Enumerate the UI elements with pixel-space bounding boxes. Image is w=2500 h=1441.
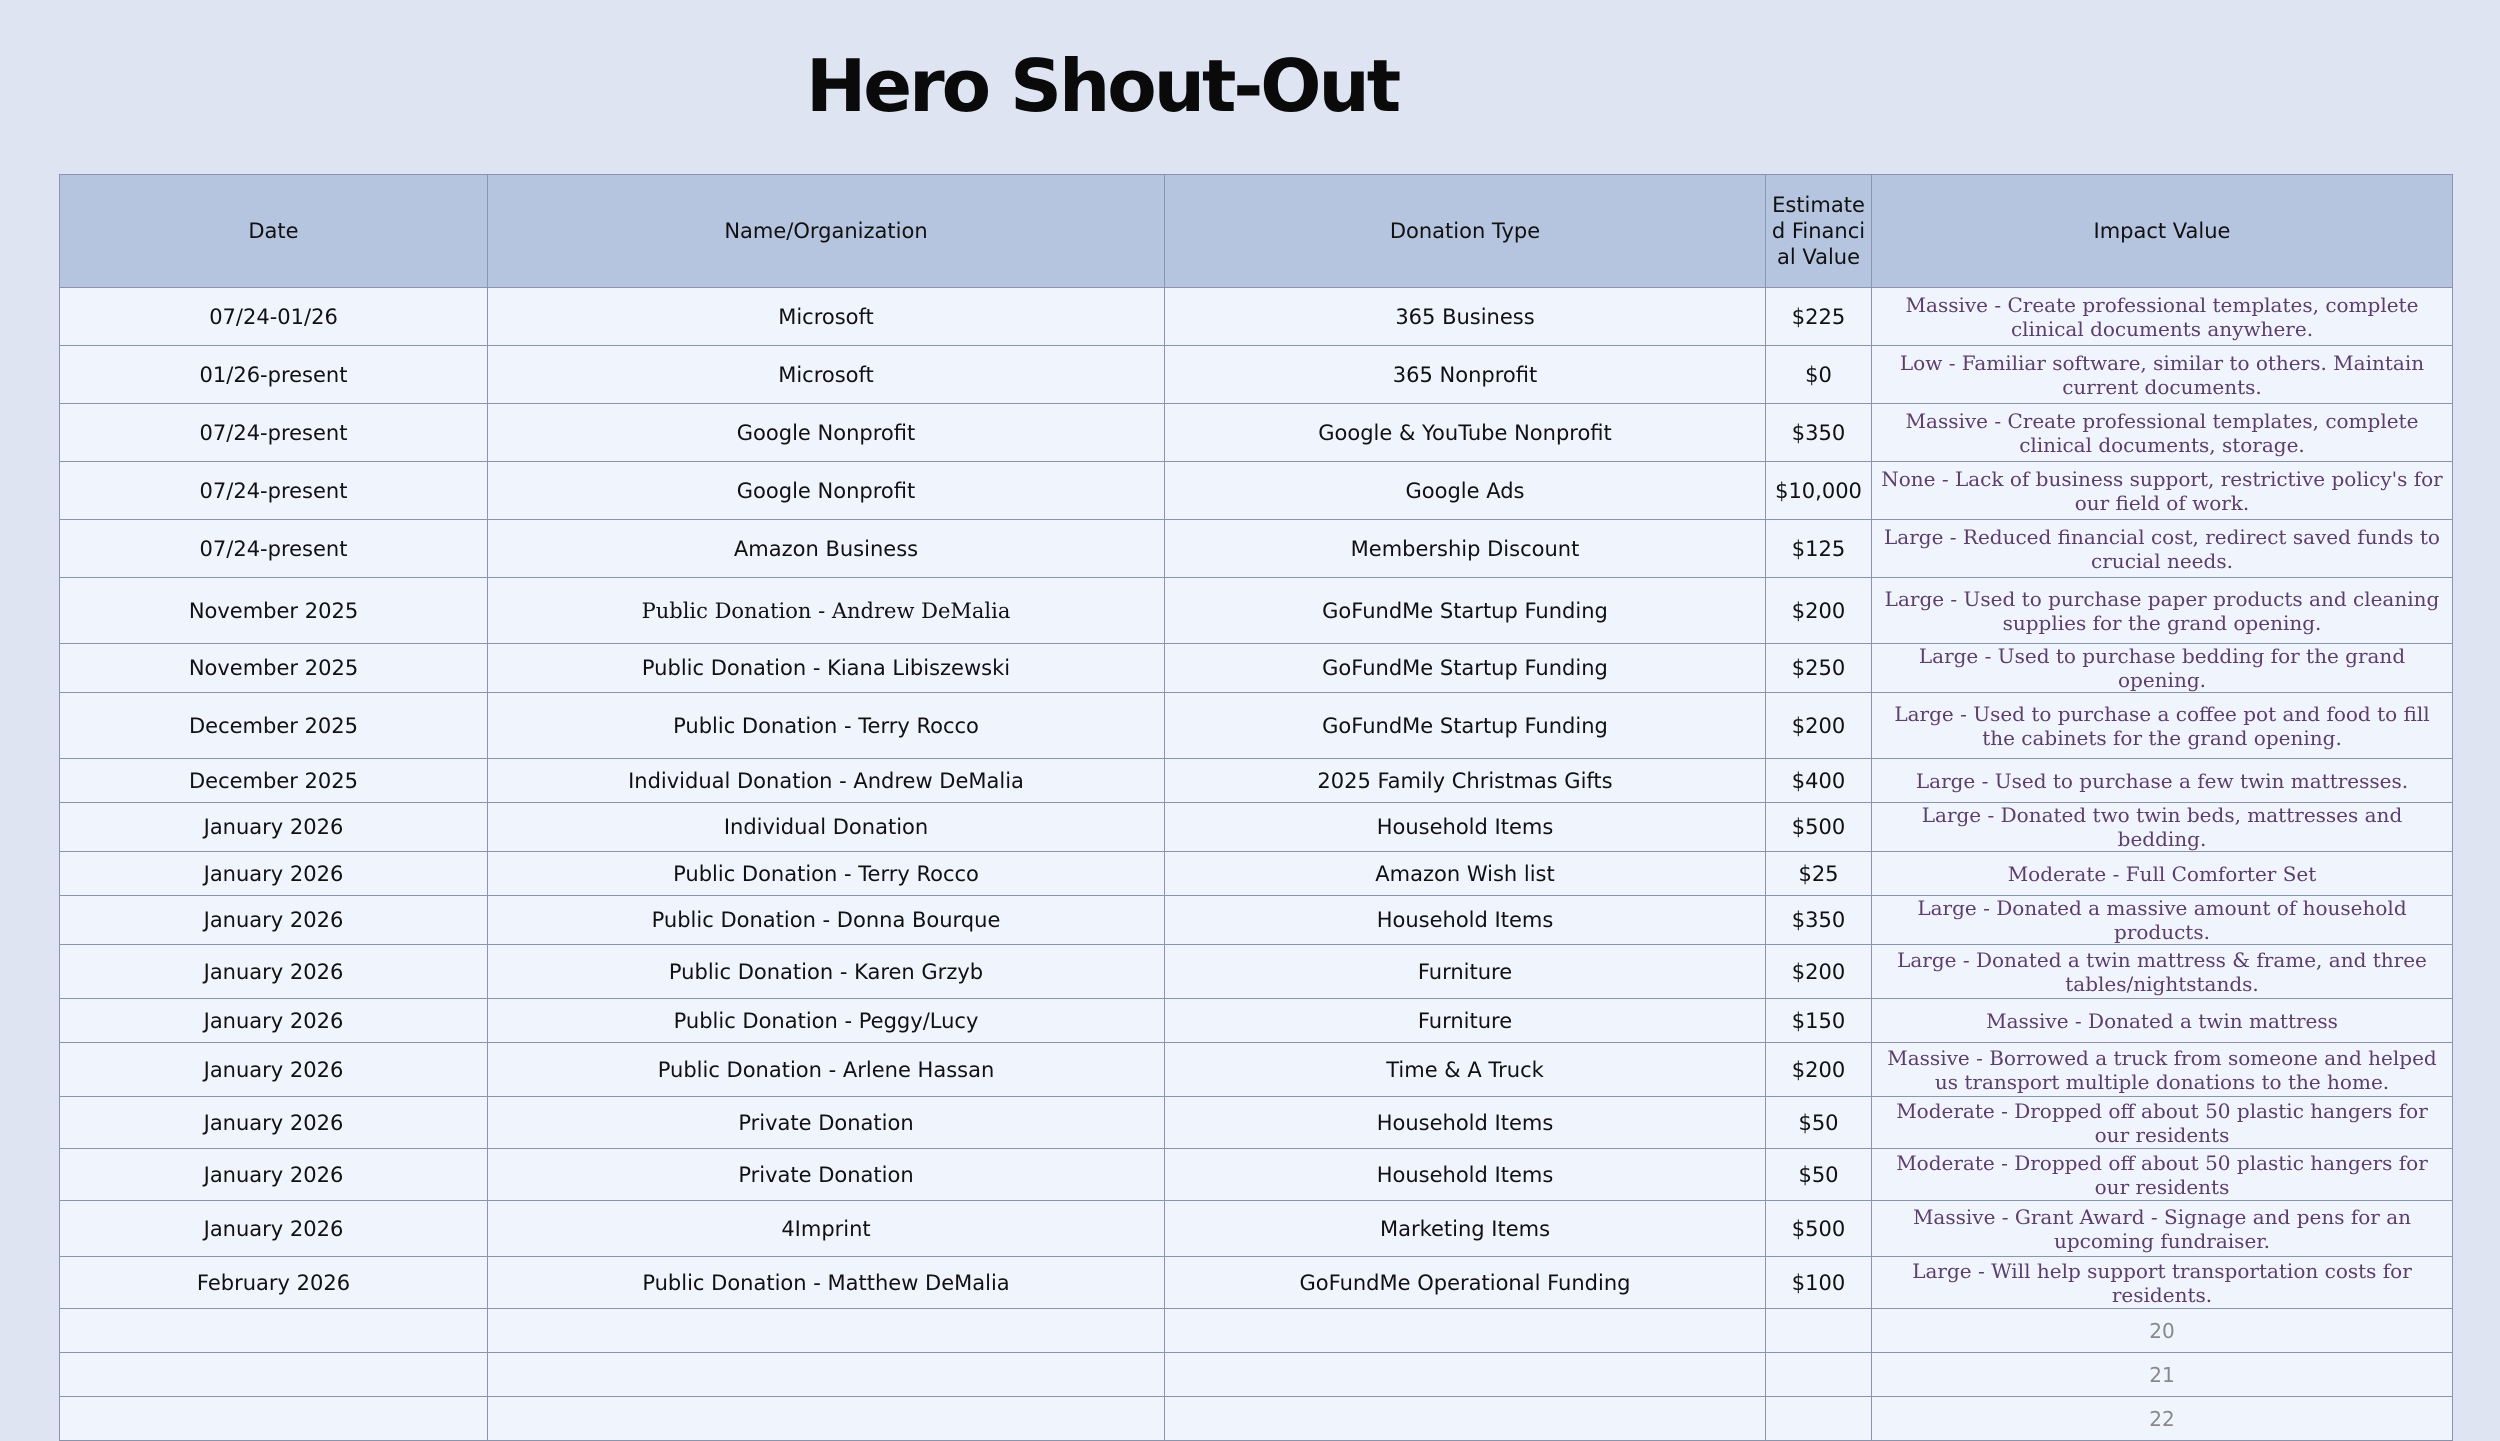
cell-date[interactable]: January 2026 bbox=[60, 1097, 488, 1149]
table-row[interactable] bbox=[60, 1309, 2453, 1353]
cell-financial-value[interactable]: $500 bbox=[1766, 1201, 1872, 1257]
cell-date[interactable]: January 2026 bbox=[60, 896, 488, 945]
donations-table bbox=[59, 174, 2453, 1441]
table-row[interactable] bbox=[60, 896, 2453, 945]
cell-impact-value[interactable]: None - Lack of business support, restrictive policy's for our field of work. bbox=[1872, 462, 2453, 520]
cell-name[interactable]: Private Donation bbox=[488, 1097, 1165, 1149]
cell-donation-type[interactable]: 365 Nonprofit bbox=[1165, 346, 1766, 404]
cell-donation-type[interactable]: GoFundMe Startup Funding bbox=[1165, 644, 1766, 693]
cell-impact-value[interactable]: Massive - Create professional templates, complete clinical documents, storage. bbox=[1872, 404, 2453, 462]
cell-donation-type[interactable]: GoFundMe Startup Funding bbox=[1165, 693, 1766, 759]
cell-date[interactable]: November 2025 bbox=[60, 578, 488, 644]
table-row[interactable] bbox=[60, 288, 2453, 346]
cell-name[interactable]: 4Imprint bbox=[488, 1201, 1165, 1257]
cell-financial-value[interactable]: $125 bbox=[1766, 520, 1872, 578]
cell-date[interactable]: 07/24-present bbox=[60, 462, 488, 520]
cell-impact-value[interactable]: Large - Used to purchase paper products and cleaning supplies for the grand opening. bbox=[1872, 578, 2453, 644]
cell-date[interactable]: 07/24-01/26 bbox=[60, 288, 488, 346]
table-row[interactable] bbox=[60, 462, 2453, 520]
cell-date[interactable]: December 2025 bbox=[60, 759, 488, 803]
cell-donation-type[interactable]: Household Items bbox=[1165, 803, 1766, 852]
cell-impact-value[interactable]: Large - Used to purchase a coffee pot and food to fill the cabinets for the grand opening. bbox=[1872, 693, 2453, 759]
table-row[interactable] bbox=[60, 1257, 2453, 1309]
column-header-date: Date bbox=[60, 175, 488, 288]
cell-impact-value[interactable]: 20 bbox=[1872, 1309, 2453, 1353]
cell-financial-value[interactable]: $25 bbox=[1766, 852, 1872, 896]
cell-name[interactable]: Individual Donation bbox=[488, 803, 1165, 852]
cell-name[interactable]: Public Donation - Arlene Hassan bbox=[488, 1043, 1165, 1097]
cell-name[interactable]: Public Donation - Terry Rocco bbox=[488, 852, 1165, 896]
table-row[interactable] bbox=[60, 945, 2453, 999]
cell-donation-type[interactable]: Marketing Items bbox=[1165, 1201, 1766, 1257]
cell-name[interactable]: Public Donation - Kiana Libiszewski bbox=[488, 644, 1165, 693]
cell-impact-value[interactable]: Massive - Grant Award - Signage and pens for an upcoming fundraiser. bbox=[1872, 1201, 2453, 1257]
cell-financial-value[interactable] bbox=[1766, 1353, 1872, 1397]
cell-name[interactable]: Amazon Business bbox=[488, 520, 1165, 578]
cell-impact-value[interactable]: 21 bbox=[1872, 1353, 2453, 1397]
table-row[interactable] bbox=[60, 1097, 2453, 1149]
cell-donation-type[interactable]: Google & YouTube Nonprofit bbox=[1165, 404, 1766, 462]
cell-name[interactable]: Microsoft bbox=[488, 288, 1165, 346]
cell-donation-type[interactable]: Membership Discount bbox=[1165, 520, 1766, 578]
cell-donation-type[interactable] bbox=[1165, 1309, 1766, 1353]
cell-donation-type[interactable]: Google Ads bbox=[1165, 462, 1766, 520]
cell-financial-value[interactable]: $200 bbox=[1766, 945, 1872, 999]
cell-financial-value[interactable]: $100 bbox=[1766, 1257, 1872, 1309]
cell-name[interactable]: Google Nonprofit bbox=[488, 404, 1165, 462]
cell-name[interactable]: Individual Donation - Andrew DeMalia bbox=[488, 759, 1165, 803]
cell-financial-value[interactable]: $150 bbox=[1766, 999, 1872, 1043]
cell-financial-value[interactable]: $10,000 bbox=[1766, 462, 1872, 520]
cell-impact-value[interactable]: Low - Familiar software, similar to others. Maintain current documents. bbox=[1872, 346, 2453, 404]
cell-financial-value[interactable]: $350 bbox=[1766, 896, 1872, 945]
cell-impact-value[interactable]: 22 bbox=[1872, 1397, 2453, 1441]
table-row[interactable] bbox=[60, 1201, 2453, 1257]
column-header-name: Name/Organization bbox=[488, 175, 1165, 288]
cell-date[interactable]: February 2026 bbox=[60, 1257, 488, 1309]
page-title: Hero Shout-Out bbox=[806, 44, 1399, 128]
cell-date[interactable]: 01/26-present bbox=[60, 346, 488, 404]
cell-name[interactable] bbox=[488, 1309, 1165, 1353]
table-row[interactable] bbox=[60, 1397, 2453, 1441]
cell-name[interactable]: Public Donation - Karen Grzyb bbox=[488, 945, 1165, 999]
cell-date[interactable] bbox=[60, 1353, 488, 1397]
cell-impact-value[interactable]: Large - Donated a massive amount of household products. bbox=[1872, 896, 2453, 945]
cell-date[interactable]: January 2026 bbox=[60, 999, 488, 1043]
cell-donation-type[interactable]: GoFundMe Startup Funding bbox=[1165, 578, 1766, 644]
cell-date[interactable] bbox=[60, 1309, 488, 1353]
cell-financial-value[interactable]: $225 bbox=[1766, 288, 1872, 346]
cell-impact-value[interactable]: Massive - Borrowed a truck from someone and helped us transport multiple donations to the home. bbox=[1872, 1043, 2453, 1097]
donations-table-container bbox=[59, 174, 2452, 1431]
cell-impact-value[interactable]: Large - Donated two twin beds, mattresses and bedding. bbox=[1872, 803, 2453, 852]
table-body bbox=[60, 288, 2453, 1441]
cell-impact-value[interactable]: Massive - Donated a twin mattress bbox=[1872, 999, 2453, 1043]
column-header-donation-type: Donation Type bbox=[1165, 175, 1766, 288]
cell-impact-value[interactable]: Moderate - Dropped off about 50 plastic hangers for our residents bbox=[1872, 1149, 2453, 1201]
cell-financial-value[interactable]: $350 bbox=[1766, 404, 1872, 462]
cell-impact-value[interactable]: Large - Used to purchase bedding for the grand opening. bbox=[1872, 644, 2453, 693]
table-row[interactable] bbox=[60, 852, 2453, 896]
cell-financial-value[interactable]: $50 bbox=[1766, 1149, 1872, 1201]
cell-financial-value[interactable]: $200 bbox=[1766, 693, 1872, 759]
cell-financial-value[interactable] bbox=[1766, 1309, 1872, 1353]
table-row[interactable] bbox=[60, 693, 2453, 759]
cell-donation-type[interactable]: Household Items bbox=[1165, 1149, 1766, 1201]
cell-impact-value[interactable]: Massive - Create professional templates, complete clinical documents anywhere. bbox=[1872, 288, 2453, 346]
cell-donation-type[interactable]: 365 Business bbox=[1165, 288, 1766, 346]
cell-donation-type[interactable]: Household Items bbox=[1165, 896, 1766, 945]
table-row[interactable] bbox=[60, 999, 2453, 1043]
table-row[interactable] bbox=[60, 520, 2453, 578]
table-header-row bbox=[60, 175, 2453, 288]
cell-financial-value[interactable]: $500 bbox=[1766, 803, 1872, 852]
cell-donation-type[interactable]: Furniture bbox=[1165, 945, 1766, 999]
cell-name[interactable]: Public Donation - Matthew DeMalia bbox=[488, 1257, 1165, 1309]
cell-impact-value[interactable]: Moderate - Full Comforter Set bbox=[1872, 852, 2453, 896]
cell-date[interactable]: January 2026 bbox=[60, 945, 488, 999]
cell-date[interactable]: January 2026 bbox=[60, 1043, 488, 1097]
table-row[interactable] bbox=[60, 1043, 2453, 1097]
table-row[interactable] bbox=[60, 759, 2453, 803]
cell-donation-type[interactable]: Time & A Truck bbox=[1165, 1043, 1766, 1097]
cell-impact-value[interactable]: Moderate - Dropped off about 50 plastic hangers for our residents bbox=[1872, 1097, 2453, 1149]
cell-financial-value[interactable]: $0 bbox=[1766, 346, 1872, 404]
cell-financial-value[interactable] bbox=[1766, 1397, 1872, 1441]
cell-name[interactable] bbox=[488, 1353, 1165, 1397]
cell-impact-value[interactable]: Large - Will help support transportation costs for residents. bbox=[1872, 1257, 2453, 1309]
table-row[interactable] bbox=[60, 578, 2453, 644]
table-row[interactable] bbox=[60, 346, 2453, 404]
cell-financial-value[interactable]: $400 bbox=[1766, 759, 1872, 803]
cell-date[interactable]: December 2025 bbox=[60, 693, 488, 759]
cell-impact-value[interactable]: Large - Used to purchase a few twin mattresses. bbox=[1872, 759, 2453, 803]
cell-date[interactable]: January 2026 bbox=[60, 852, 488, 896]
cell-donation-type[interactable]: GoFundMe Operational Funding bbox=[1165, 1257, 1766, 1309]
cell-financial-value[interactable]: $200 bbox=[1766, 578, 1872, 644]
cell-name[interactable]: Public Donation - Donna Bourque bbox=[488, 896, 1165, 945]
cell-name[interactable]: Public Donation - Terry Rocco bbox=[488, 693, 1165, 759]
cell-financial-value[interactable]: $50 bbox=[1766, 1097, 1872, 1149]
cell-date[interactable]: January 2026 bbox=[60, 803, 488, 852]
cell-name[interactable]: Google Nonprofit bbox=[488, 462, 1165, 520]
cell-name[interactable]: Public Donation - Andrew DeMalia bbox=[488, 578, 1165, 644]
cell-donation-type[interactable] bbox=[1165, 1397, 1766, 1441]
cell-donation-type[interactable]: Household Items bbox=[1165, 1097, 1766, 1149]
cell-donation-type[interactable] bbox=[1165, 1353, 1766, 1397]
cell-date[interactable]: 07/24-present bbox=[60, 404, 488, 462]
cell-name[interactable]: Public Donation - Peggy/Lucy bbox=[488, 999, 1165, 1043]
cell-date[interactable]: January 2026 bbox=[60, 1201, 488, 1257]
cell-donation-type[interactable]: 2025 Family Christmas Gifts bbox=[1165, 759, 1766, 803]
cell-financial-value[interactable]: $250 bbox=[1766, 644, 1872, 693]
cell-name[interactable]: Private Donation bbox=[488, 1149, 1165, 1201]
table-row[interactable] bbox=[60, 404, 2453, 462]
cell-donation-type[interactable]: Amazon Wish list bbox=[1165, 852, 1766, 896]
cell-date[interactable] bbox=[60, 1397, 488, 1441]
cell-impact-value[interactable]: Large - Reduced financial cost, redirect saved funds to crucial needs. bbox=[1872, 520, 2453, 578]
cell-date[interactable]: November 2025 bbox=[60, 644, 488, 693]
cell-date[interactable]: 07/24-present bbox=[60, 520, 488, 578]
cell-impact-value[interactable]: Large - Donated a twin mattress & frame, and three tables/nightstands. bbox=[1872, 945, 2453, 999]
column-header-impact-value: Impact Value bbox=[1872, 175, 2453, 288]
cell-name[interactable]: Microsoft bbox=[488, 346, 1165, 404]
cell-date[interactable]: January 2026 bbox=[60, 1149, 488, 1201]
cell-donation-type[interactable]: Furniture bbox=[1165, 999, 1766, 1043]
table-row[interactable] bbox=[60, 803, 2453, 852]
column-header-financial-value: Estimated Financial Value bbox=[1766, 175, 1872, 288]
table-row[interactable] bbox=[60, 1353, 2453, 1397]
table-row[interactable] bbox=[60, 1149, 2453, 1201]
table-row[interactable] bbox=[60, 644, 2453, 693]
cell-name[interactable] bbox=[488, 1397, 1165, 1441]
cell-financial-value[interactable]: $200 bbox=[1766, 1043, 1872, 1097]
